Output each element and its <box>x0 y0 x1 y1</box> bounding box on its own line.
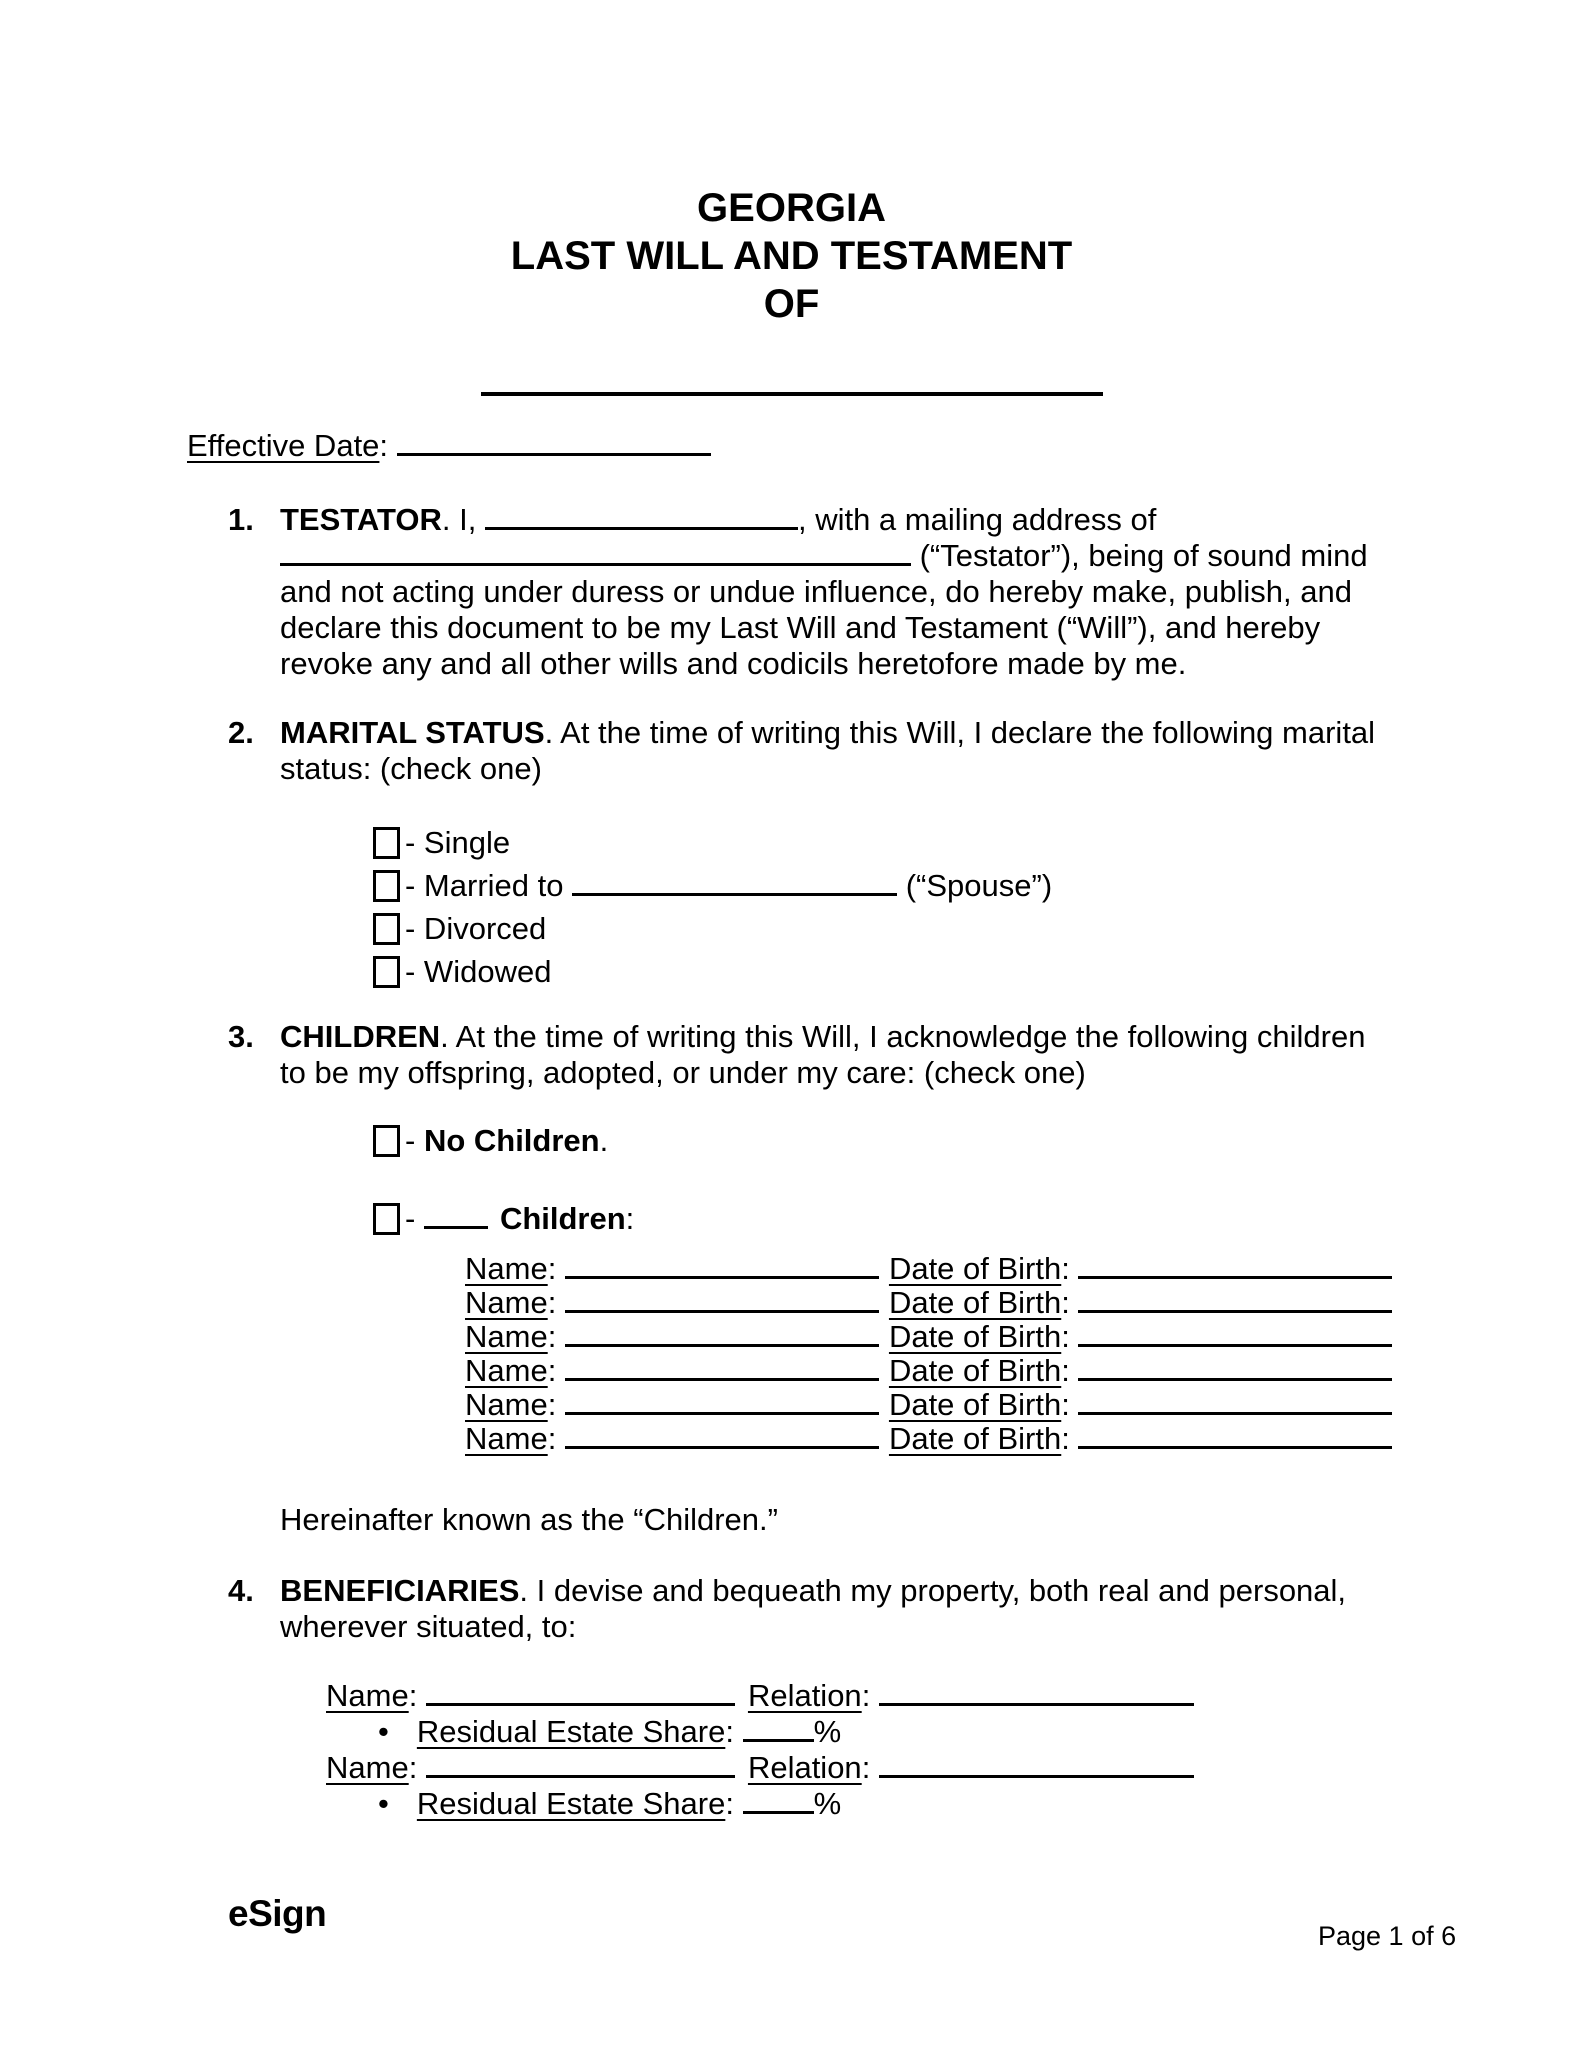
fill-in-blank[interactable] <box>565 1388 879 1415</box>
spacer <box>389 1741 417 1742</box>
paragraph-line <box>280 538 1440 574</box>
child-row <box>465 1252 1583 1286</box>
children-option-none <box>373 1119 1583 1162</box>
text-segment: Name <box>465 1387 548 1422</box>
text-segment: Name <box>465 1251 548 1286</box>
text-segment: BENEFICIARIES <box>280 1573 520 1608</box>
text-segment: . I, <box>441 502 485 537</box>
text-segment: status: (check one) <box>280 751 542 786</box>
section-marital-paragraph <box>280 715 1440 787</box>
testator-name-blank-line[interactable] <box>481 392 1103 396</box>
fill-in-blank[interactable] <box>565 1354 879 1381</box>
marital-option-widowed <box>373 950 1583 993</box>
section-children-number: 3. <box>228 1019 254 1054</box>
text-segment: % <box>813 1786 842 1821</box>
fill-in-blank[interactable] <box>879 1751 1194 1778</box>
text-segment: : <box>725 1786 743 1821</box>
child-row <box>465 1354 1583 1388</box>
paragraph-line <box>280 646 1440 682</box>
section-beneficiaries-number: 4. <box>228 1573 254 1608</box>
fill-in-blank[interactable] <box>397 429 711 456</box>
text-segment: revoke any and all other wills and codicils heretofore made by me. <box>280 646 1187 681</box>
no-children-checkbox[interactable] <box>373 1125 400 1157</box>
paragraph-line <box>280 502 1440 538</box>
marital-option-married <box>373 864 1583 907</box>
text-segment: : <box>625 1201 635 1236</box>
text-segment: • <box>378 1714 389 1749</box>
paragraph-line <box>280 610 1440 646</box>
text-segment: MARITAL STATUS <box>280 715 545 750</box>
text-segment: Name <box>326 1750 409 1785</box>
text-segment: : <box>1061 1285 1079 1320</box>
marital-option-single <box>373 821 1583 864</box>
text-segment: : <box>1061 1319 1079 1354</box>
document-title <box>0 0 1583 328</box>
text-segment: Date of Birth <box>888 1421 1062 1456</box>
text-segment: : <box>547 1285 565 1320</box>
spacer <box>879 1380 889 1381</box>
child-row <box>465 1422 1583 1456</box>
paragraph-line <box>280 1055 1440 1091</box>
section-testator-paragraph <box>280 502 1440 682</box>
text-segment: • <box>378 1786 389 1821</box>
divorced-checkbox[interactable] <box>373 913 400 945</box>
text-segment: Date of Birth <box>888 1251 1062 1286</box>
paragraph-line <box>280 574 1440 610</box>
text-segment: : <box>547 1319 565 1354</box>
text-segment: . At the time of writing this Will, I declare the following marital <box>544 715 1376 750</box>
text-segment: wherever situated, to: <box>280 1609 577 1644</box>
married-checkbox[interactable] <box>373 870 400 902</box>
fill-in-blank[interactable] <box>565 1252 879 1279</box>
section-children-paragraph <box>280 1019 1440 1091</box>
fill-in-blank[interactable] <box>280 539 911 566</box>
text-segment: TESTATOR <box>280 502 442 537</box>
child-row <box>465 1286 1583 1320</box>
esign-logo: eSign <box>228 1893 327 1934</box>
text-segment: : <box>547 1353 565 1388</box>
child-row <box>465 1320 1583 1354</box>
text-segment: (“Spouse”) <box>897 868 1053 903</box>
text-segment: and not acting under duress or undue influence, do hereby make, publish, and <box>280 574 1352 609</box>
fill-in-blank[interactable] <box>426 1751 735 1778</box>
widowed-checkbox[interactable] <box>373 956 400 988</box>
marital-option-divorced <box>373 907 1583 950</box>
text-segment: : <box>547 1251 565 1286</box>
single-checkbox[interactable] <box>373 827 400 859</box>
spacer <box>879 1312 889 1313</box>
text-segment: , with a mailing address of <box>797 502 1157 537</box>
marital-option-single-label <box>405 825 510 860</box>
text-segment: - Single <box>405 825 511 860</box>
page-number: Page 1 of 6 <box>1318 1921 1457 1951</box>
text-segment: - <box>405 1123 424 1158</box>
text-segment: - <box>405 1201 424 1236</box>
text-segment: - Divorced <box>405 911 547 946</box>
paragraph-line <box>280 715 1440 751</box>
title-line-document: LAST WILL AND TESTAMENT <box>510 234 1073 278</box>
text-segment: : <box>547 1421 565 1456</box>
children-count-checkbox[interactable] <box>373 1203 400 1235</box>
text-segment: : <box>725 1714 743 1749</box>
text-segment: - Married to <box>405 868 573 903</box>
text-segment: : <box>1061 1421 1079 1456</box>
fill-in-blank[interactable] <box>1078 1320 1392 1347</box>
text-segment: Date of Birth <box>888 1387 1062 1422</box>
spacer <box>735 1705 748 1706</box>
text-segment: : <box>1061 1251 1079 1286</box>
fill-in-blank[interactable] <box>1078 1422 1392 1449</box>
text-segment: : <box>1061 1353 1079 1388</box>
text-segment: Relation <box>747 1750 862 1785</box>
title-line-state: GEORGIA <box>697 186 886 230</box>
text-segment: : <box>861 1750 879 1785</box>
section-testator <box>228 502 1583 682</box>
paragraph-line <box>280 751 1440 787</box>
beneficiary-share-row <box>378 1786 1583 1822</box>
text-segment: Name <box>465 1353 548 1388</box>
effective-date-row <box>187 428 1583 464</box>
text-segment: . <box>599 1123 609 1158</box>
spacer <box>879 1346 889 1347</box>
text-segment: : <box>861 1678 879 1713</box>
section-beneficiaries-paragraph <box>280 1573 1440 1645</box>
text-segment: - Widowed <box>405 954 552 989</box>
text-segment: Date of Birth <box>888 1353 1062 1388</box>
marital-options-list <box>373 821 1583 993</box>
marital-option-married-label <box>405 868 1052 903</box>
title-line-of: OF <box>763 282 820 326</box>
beneficiaries-list <box>0 1678 1583 1822</box>
text-segment: : <box>547 1387 565 1422</box>
spacer <box>879 1448 889 1449</box>
text-segment: % <box>813 1714 842 1749</box>
child-row <box>465 1388 1583 1422</box>
text-segment: Name <box>465 1319 548 1354</box>
children-option-count <box>373 1197 1583 1240</box>
section-marital-status <box>228 715 1583 787</box>
spacer <box>879 1414 889 1415</box>
section-beneficiaries <box>228 1573 1583 1645</box>
text-segment: Name <box>465 1285 548 1320</box>
beneficiary-name-row <box>326 1678 1583 1714</box>
children-list <box>465 1252 1583 1456</box>
fill-in-blank[interactable] <box>565 1422 879 1449</box>
section-marital-number: 2. <box>228 715 254 750</box>
spacer <box>389 1813 417 1814</box>
text-segment: Name <box>326 1678 409 1713</box>
text-segment: CHILDREN <box>280 1019 441 1054</box>
fill-in-blank[interactable] <box>565 1286 879 1313</box>
paragraph-line <box>280 1609 1440 1645</box>
paragraph-line <box>280 1573 1440 1609</box>
fill-in-blank[interactable] <box>485 503 798 530</box>
text-segment: . I devise and bequeath my property, both real and personal, <box>519 1573 1347 1608</box>
text-segment: Relation <box>747 1678 862 1713</box>
text-segment: to be my offspring, adopted, or under my care: (check one) <box>280 1055 1086 1090</box>
section-children <box>228 1019 1583 1091</box>
fill-in-blank[interactable] <box>879 1679 1194 1706</box>
text-segment: Date of Birth <box>888 1319 1062 1354</box>
fill-in-blank[interactable] <box>743 1787 814 1814</box>
children-hereinafter-note: Hereinafter known as the “Children.” <box>280 1502 778 1537</box>
text-segment: : <box>1061 1387 1079 1422</box>
text-segment: : <box>408 1678 426 1713</box>
spacer <box>735 1777 748 1778</box>
children-option-count-label <box>405 1201 634 1236</box>
fill-in-blank[interactable] <box>1078 1286 1392 1313</box>
fill-in-blank[interactable] <box>743 1715 814 1742</box>
section-testator-number: 1. <box>228 502 254 537</box>
text-segment: : <box>408 1750 426 1785</box>
text-segment: No Children <box>423 1123 600 1158</box>
text-segment: Name <box>465 1421 548 1456</box>
text-segment: Residual Estate Share <box>416 1786 726 1821</box>
fill-in-blank[interactable] <box>424 1202 488 1229</box>
marital-option-widowed-label <box>405 954 551 989</box>
text-segment: Children <box>499 1201 626 1236</box>
fill-in-blank[interactable] <box>572 869 897 896</box>
text-segment: Residual Estate Share <box>416 1714 726 1749</box>
text-segment: declare this document to be my Last Will and Testament (“Will”), and hereby <box>280 610 1321 645</box>
children-option-none-label <box>405 1123 608 1158</box>
fill-in-blank[interactable] <box>426 1679 735 1706</box>
text-segment: (“Testator”), being of sound mind <box>911 538 1368 573</box>
text-segment: Date of Birth <box>888 1285 1062 1320</box>
spacer <box>488 1228 500 1229</box>
fill-in-blank[interactable] <box>565 1320 879 1347</box>
fill-in-blank[interactable] <box>1078 1252 1392 1279</box>
spacer <box>879 1278 889 1279</box>
fill-in-blank[interactable] <box>1078 1354 1392 1381</box>
text-segment: . At the time of writing this Will, I acknowledge the following children <box>440 1019 1366 1054</box>
marital-option-divorced-label <box>405 911 546 946</box>
paragraph-line <box>280 1019 1440 1055</box>
text-segment: Effective Date <box>187 428 380 463</box>
fill-in-blank[interactable] <box>1078 1388 1392 1415</box>
beneficiary-share-row <box>378 1714 1583 1750</box>
text-segment: : <box>379 428 397 463</box>
beneficiary-name-row <box>326 1750 1583 1786</box>
